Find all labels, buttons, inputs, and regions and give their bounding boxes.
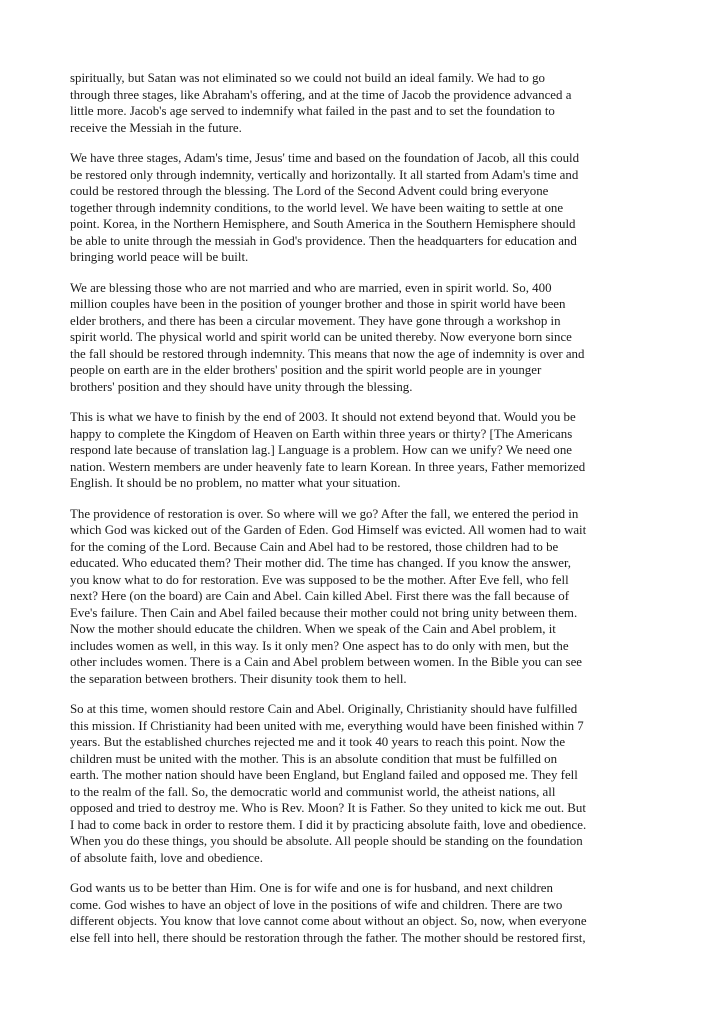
- text-line: the separation between brothers. Their disunity took them to hell.: [70, 671, 407, 686]
- text-line: includes women as well, in this way. Is it only men? One aspect has to do only with men, but the: [70, 638, 569, 653]
- text-line: this mission. If Christianity had been united with me, everything would have been finished within 7: [70, 718, 584, 733]
- text-line: to the realm of the fall. So, the democratic world and communist world, the atheist nations, all: [70, 784, 556, 799]
- text-line: Eve's failure. Then Cain and Abel failed because their mother could not bring unity between them.: [70, 605, 578, 620]
- text-line: little more. Jacob's age served to indemnify what failed in the past and to set the foundation to: [70, 104, 555, 118]
- text-line: of absolute faith, love and obedience.: [70, 850, 263, 865]
- text-line: English. It should be no problem, no matter what your situation.: [70, 476, 401, 490]
- text-line: different objects. You know that love cannot come about without an object. So, now, when everyone: [70, 914, 587, 928]
- paragraph-3: [70, 280, 650, 396]
- text-line: brothers' position and they should have unity through the blessing.: [70, 379, 413, 394]
- text-line: through three stages, like Abraham's offering, and at the time of Jacob the providence advanced a: [70, 87, 572, 102]
- text-line: opposed and tried to destroy me. Who is Rev. Moon? It is Father. So they united to kick me out. But: [70, 801, 586, 815]
- text-line: together through indemnity conditions, to the world level. We have been waiting to settle at one: [70, 200, 564, 215]
- text-line: be able to unite through the messiah in God's providence. Then the headquarters for education and: [70, 233, 577, 248]
- text-line: So at this time, women should restore Cain and Abel. Originally, Christianity should have fulfilled: [70, 702, 578, 716]
- text-line: I had to come back in order to restore them. I did it by practicing absolute faith, love and obedience.: [70, 817, 587, 832]
- text-line: children must be united with the mother. This is an absolute condition that must be fulfilled on: [70, 751, 558, 766]
- text-line: The providence of restoration is over. So where will we go? After the fall, we entered the period in: [70, 506, 579, 521]
- text-line: be restored only through indemnity, vertically and horizontally. It all started from Adam's time and: [70, 167, 579, 182]
- text-line: When you do these things, you should be absolute. All people should be standing on the foundation: [70, 834, 583, 848]
- text-line: bringing world peace will be built.: [70, 250, 249, 264]
- text-line: earth. The mother nation should have been England, but England failed and opposed me. They fell: [70, 768, 578, 782]
- text-line: God wants us to be better than Him. One is for wife and one is for husband, and next children: [70, 881, 553, 895]
- text-line: nation. Western members are under heavenly fate to learn Korean. In three years, Father memorized: [70, 459, 586, 474]
- text-line: else fell into hell, there should be restoration through the father. The mother should be restored first,: [70, 930, 586, 945]
- paragraph-2: [70, 150, 650, 266]
- text-line: you know what to do for restoration. Eve was supposed to be the mother. After Eve fell, who fell: [70, 572, 569, 587]
- paragraph-6: [70, 701, 650, 866]
- paragraph-5: [70, 506, 650, 688]
- text-line: spirit world. The physical world and spirit world can be united thereby. Now everyone born since: [70, 330, 572, 344]
- text-line: We have three stages, Adam's time, Jesus' time and based on the foundation of Jacob, all this could: [70, 151, 580, 165]
- text-line: This is what we have to finish by the end of 2003. It should not extend beyond that. Would you be: [70, 410, 576, 424]
- text-line: next? Here (on the board) are Cain and Abel. Cain killed Abel. First there was the fall because of: [70, 589, 569, 603]
- document-page: [70, 70, 650, 960]
- text-line: point. Korea, in the Northern Hemisphere, and South America in the Southern Hemisphere should: [70, 217, 576, 231]
- text-line: Now the mother should educate the children. When we speak of the Cain and Abel problem, it: [70, 622, 556, 636]
- text-line: receive the Messiah in the future.: [70, 120, 242, 135]
- text-line: spiritually, but Satan was not eliminated so we could not build an ideal family. We had to go: [70, 71, 545, 85]
- text-line: which God was kicked out of the Garden of Eden. God Himself was evicted. All women had to wait: [70, 523, 587, 537]
- text-line: We are blessing those who are not married and who are married, even in spirit world. So, 400: [70, 280, 552, 295]
- text-line: years. But the established churches rejected me and it took 40 years to reach this point. Now the: [70, 735, 566, 749]
- paragraph-7: [70, 880, 650, 946]
- text-line: other includes women. There is a Cain and Abel problem between women. In the Bible you can see: [70, 655, 583, 669]
- text-line: respond late because of translation lag.] Language is a problem. How can we unify? We need one: [70, 443, 572, 457]
- text-line: for the coming of the Lord. Because Cain and Abel had to be restored, those children had to be: [70, 539, 559, 554]
- text-line: people on earth are in the elder brothers' position and the spirit world people are in younger: [70, 363, 542, 377]
- text-line: million couples have been in the position of younger brother and those in spirit world have been: [70, 297, 566, 311]
- paragraph-1: [70, 70, 650, 136]
- text-line: the fall should be restored through indemnity. This means that now the age of indemnity is over and: [70, 346, 585, 361]
- text-line: could be restored through the blessing. The Lord of the Second Advent could bring everyone: [70, 184, 549, 198]
- text-line: come. God wishes to have an object of love in the positions of wife and children. There are two: [70, 897, 563, 912]
- text-line: elder brothers, and there has been a circular movement. They have gone through a workshop in: [70, 313, 561, 328]
- text-line: educated. Who educated them? Their mother did. The time has changed. If you know the answer,: [70, 556, 571, 570]
- paragraph-4: [70, 409, 650, 492]
- text-line: happy to complete the Kingdom of Heaven on Earth within three years or thirty? [The Americans: [70, 426, 573, 441]
